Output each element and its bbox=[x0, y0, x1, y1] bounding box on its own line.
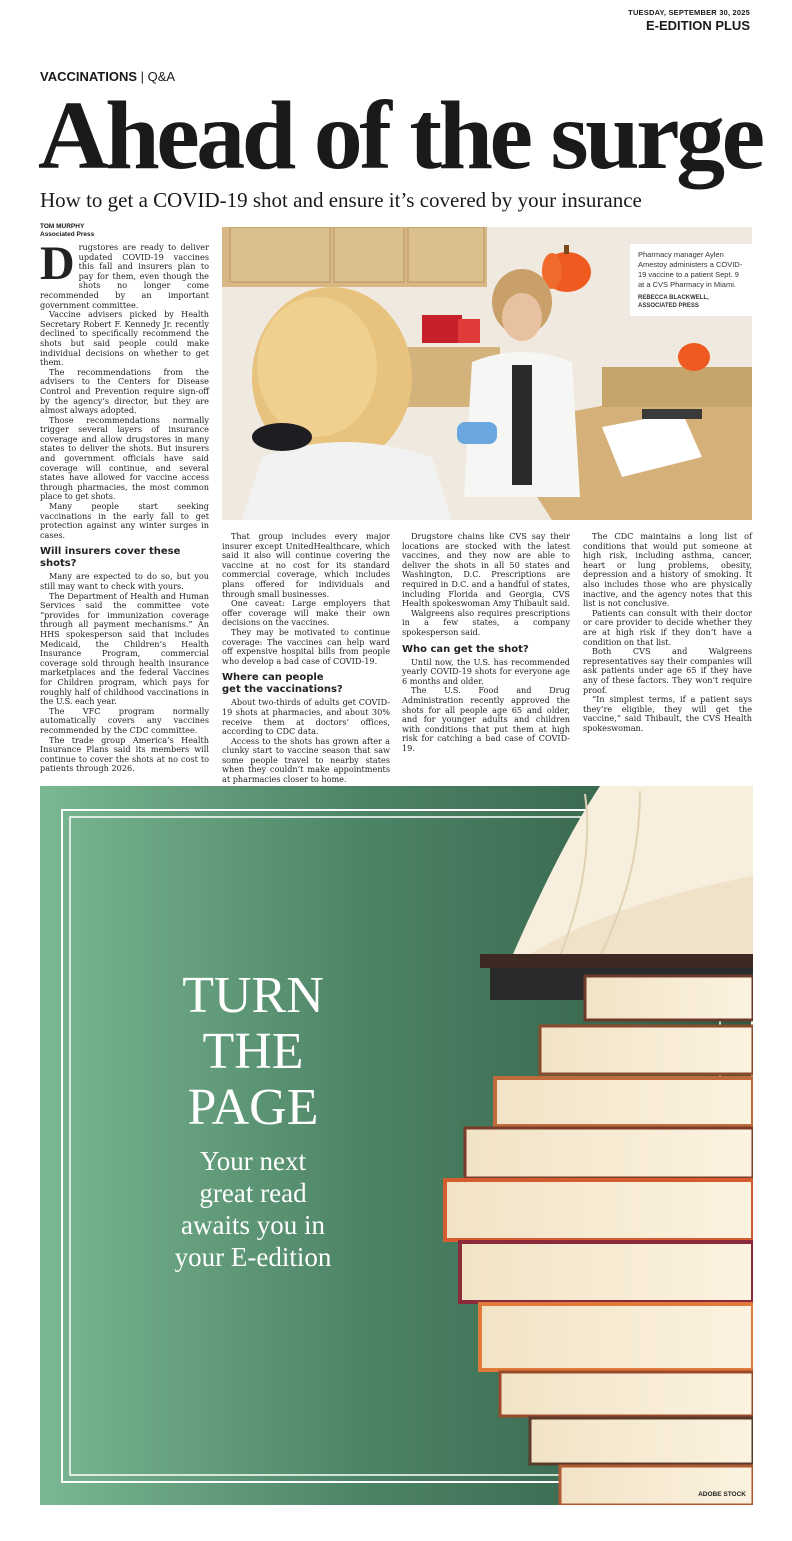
article-paragraph: The Department of Health and Human Services said the committee vote “provides for immunization coverage through all payment mechanisms.” An HHS spokesperson said that includes Medicaid, the Children’s Health Insurance Program, commercial coverage sold through health insurance marketplaces and the federal Vaccines for Children program, which pays for roughly half of childhood vaccinations in the U.S. each year. bbox=[40, 590, 209, 707]
article-paragraph: Patients can consult with their doctor or care provider to decide whether they are at high risk if they don’t have a condition on that list. bbox=[583, 607, 752, 647]
subhead-who: Who can get the shot? bbox=[402, 643, 529, 655]
kicker-separator: | bbox=[137, 69, 148, 84]
photo-credit: REBECCA BLACKWELL, ASSOCIATED PRESS bbox=[638, 295, 709, 309]
ad-headline-line-2: THE bbox=[202, 1023, 304, 1080]
article-paragraph: They may be motivated to continue coverage: The vaccines can help ward off expensive hospital bills from people who develop a bad case of COVID-19. bbox=[222, 626, 390, 666]
article-paragraph: Both CVS and Walgreens representatives say their companies will ask patients under age 65 if they have any of these factors. They won’t require proof. bbox=[583, 646, 752, 695]
ad-subhead bbox=[140, 1145, 366, 1273]
article-paragraph: Many are expected to do so, but you still may want to check with yours. bbox=[40, 571, 209, 591]
article-column-4 bbox=[583, 532, 752, 733]
byline-agency: Associated Press bbox=[40, 231, 95, 238]
article-paragraph: The recommendations from the advisers to the Centers for Disease Control and Prevention require sign-off by the agency’s director, but they are almost always adopted. bbox=[40, 366, 209, 416]
article-lead-paragraph bbox=[40, 237, 209, 310]
masthead-date: TUESDAY, SEPTEMBER 30, 2025 bbox=[628, 8, 750, 17]
caption-text: Pharmacy manager Aylen Amestoy administers a COVID-19 vaccine to a patient Sept. 9 at a CVS Pharmacy in Miami. bbox=[638, 250, 743, 289]
article-paragraph: The U.S. Food and Drug Administration recently approved the shots for all people age 65 and older, and for younger adults and children with conditions that put them at high risk for catching a bad case of COVID-19. bbox=[402, 685, 570, 753]
article-paragraph: The VFC program normally automatically covers any vaccines recommended by the CDC committee. bbox=[40, 705, 209, 735]
article-paragraph: One caveat: Large employers that offer coverage will make their own decisions on the vaccines. bbox=[222, 598, 390, 628]
article-paragraph: The trade group America’s Health Insurance Plans said its members will continue to cover the shots at no cost to patients through 2026. bbox=[40, 734, 209, 774]
article-column-2 bbox=[222, 532, 390, 785]
deck: How to get a COVID-19 shot and ensure it’s covered by your insurance bbox=[40, 188, 642, 212]
photo-caption bbox=[630, 244, 752, 316]
subhead-where-line-2: get the vaccinations? bbox=[222, 684, 343, 696]
ad-subhead-line-4: your E-edition bbox=[174, 1242, 332, 1272]
lead-text: rugstores are ready to deliver updated COVID-19 vaccines this fall and insurers plan to pay for them, even though the shots no longer come recommended by an important government committee. bbox=[40, 242, 209, 310]
article-column-3 bbox=[402, 532, 570, 753]
ad-photo-credit: ADOBE STOCK bbox=[698, 1491, 746, 1498]
byline-name: TOM MURPHY bbox=[40, 223, 85, 230]
ad-headline-line-3: PAGE bbox=[187, 1079, 319, 1136]
article-paragraph: Walgreens also requires prescriptions in a few states, a company spokesperson said. bbox=[402, 607, 570, 637]
article-paragraph: That group includes every major insurer except UnitedHealthcare, which said it also will continue covering the vaccine at no cost for its standard commercial coverage, which includes plans offered for individuals and through small businesses. bbox=[222, 531, 390, 599]
article-paragraph: Vaccine advisers picked by Health Secretary Robert F. Kennedy Jr. recently declined to specifically recommend the shots but said people could make individual decisions on whether to get them. bbox=[40, 309, 209, 368]
subhead-where-line-1: Where can people bbox=[222, 672, 324, 684]
article-paragraph: The CDC maintains a long list of conditions that would put someone at high risk, including asthma, cancer, heart or lung problems, obesity, depression and a history of smoking. It also includes those who are physically inactive, and the agency notes that this list is not conclusive. bbox=[583, 531, 752, 609]
article-paragraph: Those recommendations normally trigger several layers of insurance coverage and allow drugstores in many states to deliver the shots. But insurers and government officials have said coverage will continue, and several states have allowed for vaccine access through pharmacies, the most common place to get shots. bbox=[40, 414, 209, 502]
turn-the-page-ad bbox=[40, 786, 753, 1505]
ad-headline bbox=[150, 968, 356, 1136]
ad-subhead-line-3: awaits you in bbox=[181, 1210, 325, 1240]
kicker-section: VACCINATIONS bbox=[40, 69, 138, 84]
article-paragraph: Until now, the U.S. has recommended yearly COVID-19 shots for everyone age 6 months and older. bbox=[402, 656, 570, 686]
subhead-where bbox=[222, 672, 390, 696]
masthead bbox=[628, 8, 750, 33]
dropcap: D bbox=[40, 237, 75, 290]
article-column-1 bbox=[40, 237, 209, 774]
headline: Ahead of the surge bbox=[38, 82, 762, 190]
article-paragraph: About two-thirds of adults get COVID-19 shots at pharmacies, and about 30% receive them at doctors’ offices, according to CDC data. bbox=[222, 697, 390, 737]
article-paragraph: Drugstore chains like CVS say their locations are stocked with the latest vaccines, and they now are able to deliver the shots in all 50 states and Washington, D.C. Prescriptions are required in D.C. and a handful of states, including Florida and Georgia, CVS Health spokeswoman Amy Thibault said. bbox=[402, 531, 570, 609]
subhead-insurers: Will insurers cover these shots? bbox=[40, 546, 181, 570]
ad-headline-line-1: TURN bbox=[182, 967, 324, 1024]
article-paragraph: “In simplest terms, if a patient says they’re eligible, they will get the vaccine,” said Thibault, the CVS Health spokeswoman. bbox=[583, 694, 752, 733]
article-paragraph: Access to the shots has grown after a clunky start to vaccine season that saw some people travel to nearby states when they couldn’t make appointments at pharmacies closer to home. bbox=[222, 735, 390, 785]
ad-subhead-line-1: Your next bbox=[199, 1146, 307, 1176]
article-paragraph: Many people start seeking vaccinations in the early fall to get protection against any winter surges in cases. bbox=[40, 501, 209, 540]
masthead-edition: E-EDITION PLUS bbox=[645, 18, 750, 33]
ad-subhead-line-2: great read bbox=[199, 1178, 307, 1208]
kicker-type: Q&A bbox=[147, 69, 176, 84]
